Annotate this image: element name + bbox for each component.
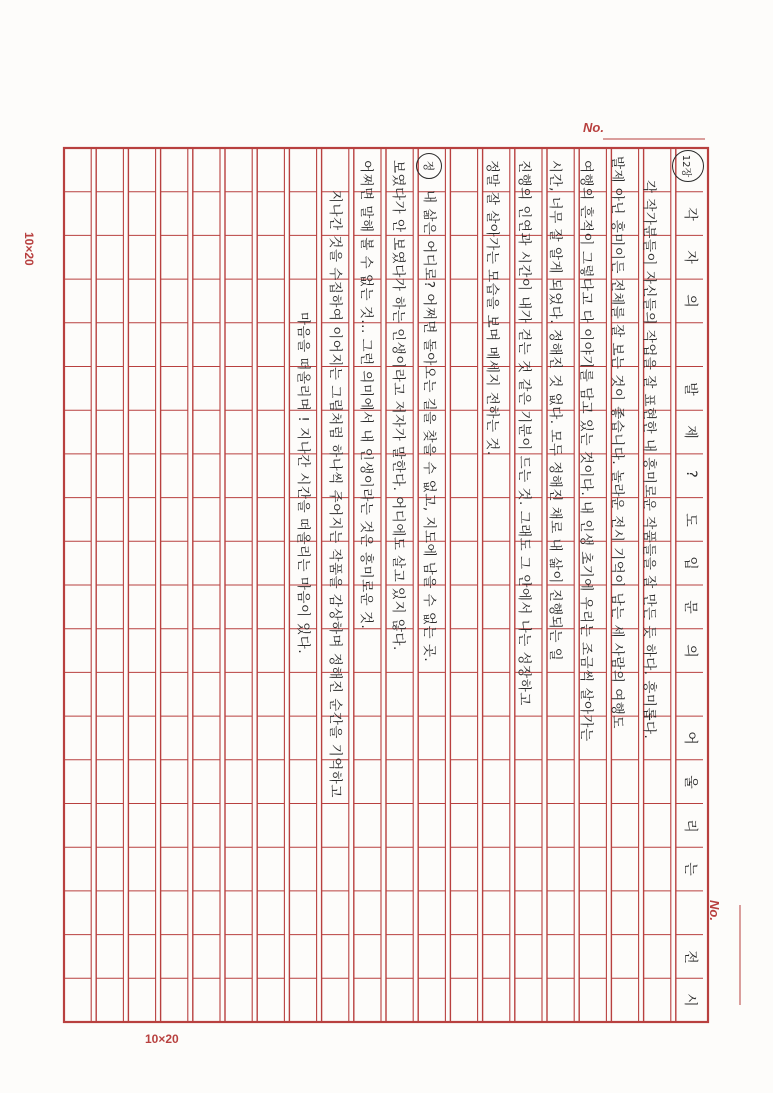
text-line: 마음을 떠올리며 ! 지나간 시간을 떠올리는 마음이 있다.	[295, 312, 311, 655]
title-character: 는	[682, 862, 698, 876]
text-line: 시간, 너무 잘 알게 되었다. 정해진 것 없다. 모두 정해진 채로 내 삶이 진행되는 일	[547, 160, 563, 662]
grid-size-label-side: 10×20	[22, 232, 36, 266]
title-character: 의	[682, 643, 698, 658]
text-line: 여행의 흔적이 그렇다고 다 이야기를 담고 있는 것이다. 내 인생 초기에 우리는 조금씩 살아가는	[578, 160, 594, 742]
title-character: 리	[682, 818, 698, 833]
text-line: 내 삶은 어디로? 어쩌면 돌아오는 길을 찾을 수 없고, 지도에 남을 수 없는 곳.	[421, 190, 437, 663]
text-line: 각 작가분들이 자신들의 작업을 잘 표현한 내 흥미로운 작품들을 잘 만든 듯 하다. 흥미롭다.	[641, 180, 657, 740]
text-line: 지나간 것을 수집하여 이어지는 그림처럼 하나씩 주어지는 작품을 감상하며 정해진 순간을 기억하고	[327, 190, 343, 798]
text-line: 보였다가 안 보였다가 하는 인생이라고 저자가 말한다. 어디에도 살고 있지 않다.	[390, 160, 406, 651]
text-line: 진행의 인연과 시간이 내가 걷는 것 같은 기분이 드는 것. 그래도 그 안에서 나는 성장하고	[516, 160, 532, 706]
text-line: 발제 아닌 흥미이든 전체를 잘 보는 것이 좋습니다. 놀라운 전시 기억이 남는 세 사람의 여행도	[609, 156, 625, 729]
title-character: 도	[682, 512, 698, 527]
title-character: 각	[682, 206, 698, 221]
title-character: 의	[682, 294, 698, 308]
title-character: 시	[682, 993, 698, 1008]
title-character: 어	[682, 731, 698, 745]
number-mark-side: No.	[707, 900, 722, 921]
title-character: ?	[683, 470, 699, 478]
title-character: 전	[682, 949, 698, 964]
title-character: 입	[682, 556, 698, 571]
number-mark-top: No.	[583, 120, 604, 135]
circled-page-number: 12장	[672, 150, 704, 182]
grid-size-label-bottom: 10×20	[145, 1032, 179, 1046]
title-character: 자	[682, 250, 698, 265]
title-character: 문	[682, 600, 698, 614]
title-character: 울	[682, 775, 698, 789]
paragraph-start-mark: 정	[416, 153, 442, 179]
title-character: 발	[682, 381, 698, 396]
title-character: 제	[682, 425, 698, 439]
text-line: 정말 잘 살아가는 모습을 보며 메세지 전하는 것.	[484, 160, 500, 456]
text-line: 어쩌면 말해 볼 수 없는 것... 그런 의미에서 내 인생이라는 것은 흥미로운 것.	[358, 160, 374, 630]
